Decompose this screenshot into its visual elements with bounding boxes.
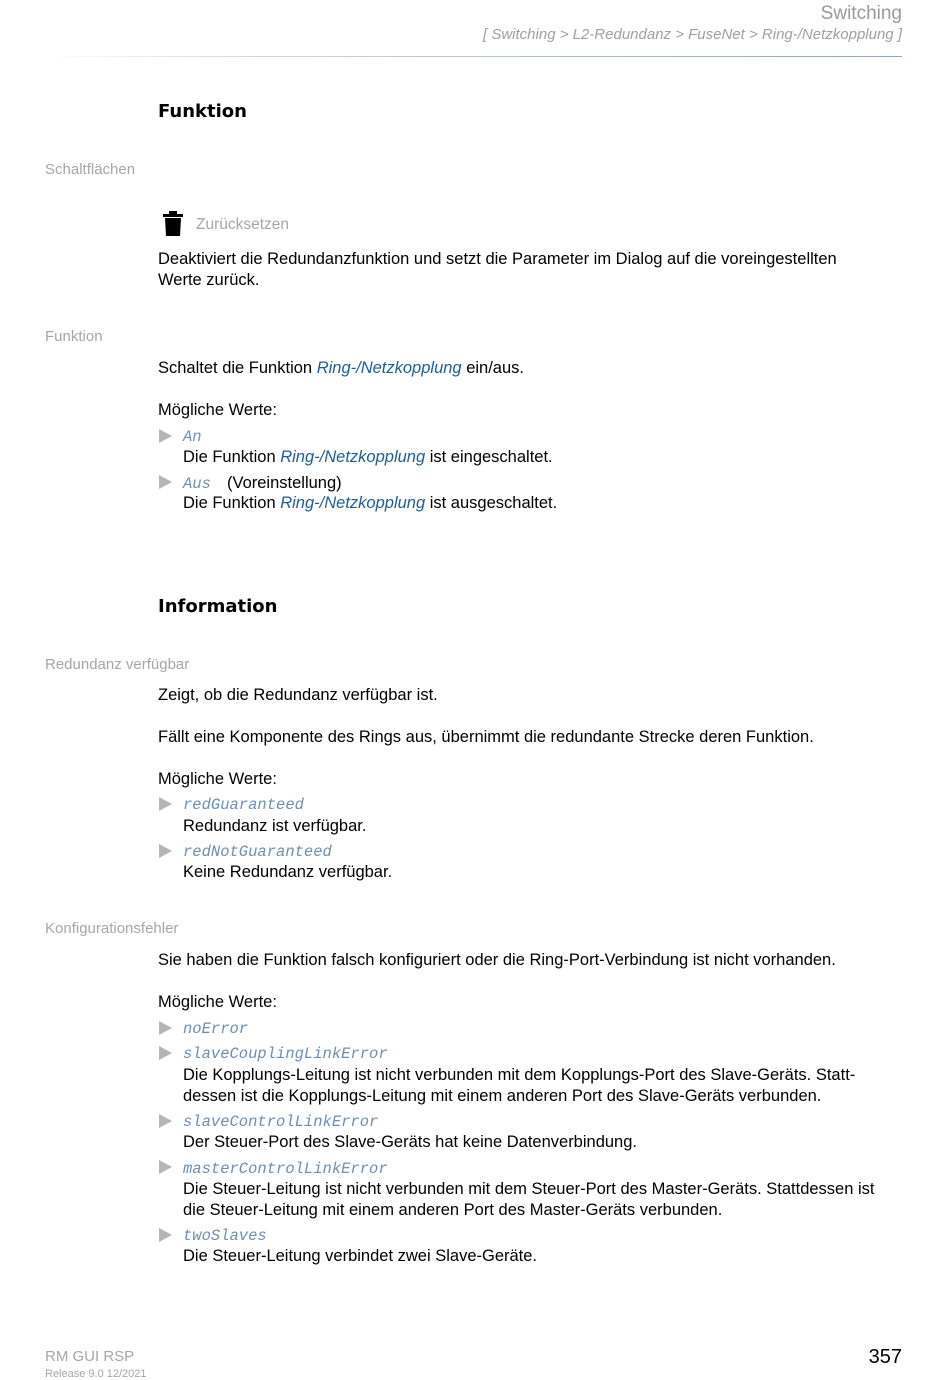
value-code: redNotGuaranteed bbox=[183, 843, 332, 861]
header-title: Switching bbox=[820, 3, 902, 24]
value-description: Die Kopplungs-Leitung ist nicht verbunden mit dem Kopplungs-Port des Slave-Geräts. Statt- bbox=[183, 1066, 856, 1084]
footer-doc-title: RM GUI RSP bbox=[45, 1348, 135, 1365]
value-code: slaveControlLinkError bbox=[183, 1113, 379, 1131]
value-code: masterControlLinkError bbox=[183, 1160, 388, 1178]
redundanz-description-1: Zeigt, ob die Redundanz verfügbar ist. bbox=[158, 686, 438, 704]
values-label: Mögliche Werte: bbox=[158, 401, 277, 419]
reset-description-line2: Werte zurück. bbox=[158, 271, 260, 289]
bullet-triangle-icon bbox=[159, 1021, 172, 1035]
bullet-triangle-icon bbox=[159, 844, 172, 858]
values-label: Mögliche Werte: bbox=[158, 770, 277, 788]
bullet-triangle-icon bbox=[159, 1114, 172, 1128]
ring-netzkopplung-link[interactable]: Ring-/Netzkopplung bbox=[316, 359, 462, 377]
trash-icon[interactable] bbox=[163, 211, 183, 236]
bullet-triangle-icon bbox=[159, 1228, 172, 1242]
value-description: Die Steuer-Leitung ist nicht verbunden mit dem Steuer-Port des Master-Geräts. Stattdessen ist bbox=[183, 1180, 875, 1198]
konfig-description: Sie haben die Funktion falsch konfiguriert oder die Ring-Port-Verbindung ist nicht vorhanden. bbox=[158, 951, 836, 969]
breadcrumb: [ Switching > L2-Redundanz > FuseNet > Ring-/Netzkopplung ] bbox=[483, 26, 902, 43]
redundanz-description-2: Fällt eine Komponente des Rings aus, übernimmt die redundante Strecke deren Funktion. bbox=[158, 728, 814, 746]
value-default-note: (Voreinstellung) bbox=[227, 474, 342, 492]
value-code: slaveCouplingLinkError bbox=[183, 1045, 388, 1063]
bullet-triangle-icon bbox=[159, 1046, 172, 1060]
footer-release: Release 9.0 12/2021 bbox=[45, 1368, 147, 1380]
value-code: noError bbox=[183, 1020, 249, 1038]
value-code: An bbox=[183, 428, 202, 446]
side-label-redundanz: Redundanz verfügbar bbox=[45, 656, 190, 673]
value-description: Die Funktion Ring-/Netzkopplung ist eingeschaltet. bbox=[183, 448, 553, 466]
value-description: Die Funktion Ring-/Netzkopplung ist ausgeschaltet. bbox=[183, 494, 558, 512]
side-label-funktion: Funktion bbox=[45, 328, 103, 345]
value-code: twoSlaves bbox=[183, 1227, 267, 1245]
reset-description-line1: Deaktiviert die Redundanzfunktion und setzt die Parameter im Dialog auf die voreingestellten bbox=[158, 250, 837, 268]
header-divider bbox=[45, 56, 902, 57]
value-description: Redundanz ist verfügbar. bbox=[183, 817, 367, 835]
bullet-triangle-icon bbox=[159, 475, 172, 489]
section-heading-funktion: Funktion bbox=[158, 101, 247, 122]
value-description: dessen ist die Kopplungs-Leitung mit einem anderen Port des Slave-Geräts verbunden. bbox=[183, 1087, 822, 1105]
value-description: Die Steuer-Leitung verbindet zwei Slave-Geräte. bbox=[183, 1247, 538, 1265]
value-code: redGuaranteed bbox=[183, 796, 304, 814]
side-label-konfig: Konfigurationsfehler bbox=[45, 920, 179, 937]
values-label: Mögliche Werte: bbox=[158, 993, 277, 1011]
bullet-triangle-icon bbox=[159, 429, 172, 443]
section-heading-information: Information bbox=[158, 596, 278, 617]
reset-button[interactable]: Zurücksetzen bbox=[196, 216, 290, 233]
funktion-description: Schaltet die Funktion Ring-/Netzkopplung ein/aus. bbox=[158, 359, 524, 377]
bullet-triangle-icon bbox=[159, 797, 172, 811]
bullet-triangle-icon bbox=[159, 1160, 172, 1174]
side-label-buttons: Schaltflächen bbox=[45, 161, 136, 178]
value-description: Keine Redundanz verfügbar. bbox=[183, 863, 393, 881]
value-description: die Steuer-Leitung mit einem anderen Port des Master-Geräts verbunden. bbox=[183, 1201, 723, 1219]
value-code: Aus bbox=[183, 475, 211, 493]
page-number: 357 bbox=[868, 1346, 902, 1368]
value-description: Der Steuer-Port des Slave-Geräts hat keine Datenverbindung. bbox=[183, 1133, 637, 1151]
